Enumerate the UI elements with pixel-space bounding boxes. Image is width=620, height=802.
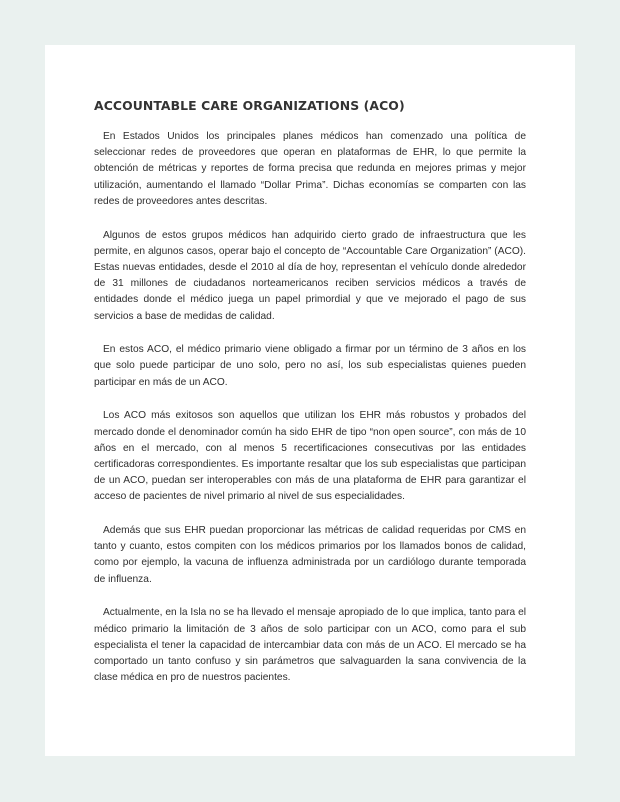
paragraph-1: En Estados Unidos los principales planes médicos han comenzado una política de seleccionar redes de proveedores que operan en plataformas de EHR, lo que permite la obtención de métricas y reportes de forma precisa que redunda en mejores primas y mejor utilización, aumentando el llamado “Dollar Prima”. Dichas economías se comparten con las redes de proveedores antes descritas. xyxy=(94,131,526,207)
article-title: ACCOUNTABLE CARE ORGANIZATIONS (ACO) xyxy=(94,98,405,113)
paragraph-6: Actualmente, en la Isla no se ha llevado el mensaje apropiado de lo que implica, tanto para el médico primario la limitación de 3 años de solo participar con un ACO, como para el sub especialista el tener la capacidad de intercambiar data con más de un ACO. El mercado se ha comportado un tanto confuso y sin parámetros que salvaguarden la sana convivencia de la clase médica en pro de nuestros pacientes. xyxy=(94,607,526,684)
paragraph-4: Los ACO más exitosos son aquellos que utilizan los EHR más robustos y probados del mercado donde el denominador común ha sido EHR de tipo “non open source”, con más de 10 años en el mercado, con al menos 5 recertificaciones consecutivas por las entidades certificadoras correspondientes. Es importante resaltar que los sub especialistas que participan de un ACO, puedan ser interoperables con más de una plataforma de EHR para garantizar el acceso de pacientes de nivel primario al nivel de sus especialidades. xyxy=(94,410,526,503)
document-page xyxy=(45,45,575,756)
paragraph-5: Además que sus EHR puedan proporcionar las métricas de calidad requeridas por CMS en tanto y cuanto, estos compiten con los médicos primarios por los llamados bonos de calidad, como por ejemplo, la vacuna de influenza administrada por un cardiólogo durante temporada de influenza. xyxy=(94,525,526,585)
paragraph-2: Algunos de estos grupos médicos han adquirido cierto grado de infraestructura que les permite, en algunos casos, operar bajo el concepto de “Accountable Care Organization” (ACO). Estas nuevas entidades, desde el 2010 al día de hoy, representan el vehículo donde alrededor de 31 millones de ciudadanos norteamericanos reciben servicios médicos a través de entidades donde el médico juega un papel primordial y que ve mejorado el pago de sus servicios a base de medidas de calidad. xyxy=(94,229,526,322)
article-body xyxy=(94,98,526,704)
paragraph-3: En estos ACO, el médico primario viene obligado a firmar por un término de 3 años en los que solo puede participar de uno solo, pero no así, los sub especialistas quienes pueden participar en más de un ACO. xyxy=(94,344,526,388)
